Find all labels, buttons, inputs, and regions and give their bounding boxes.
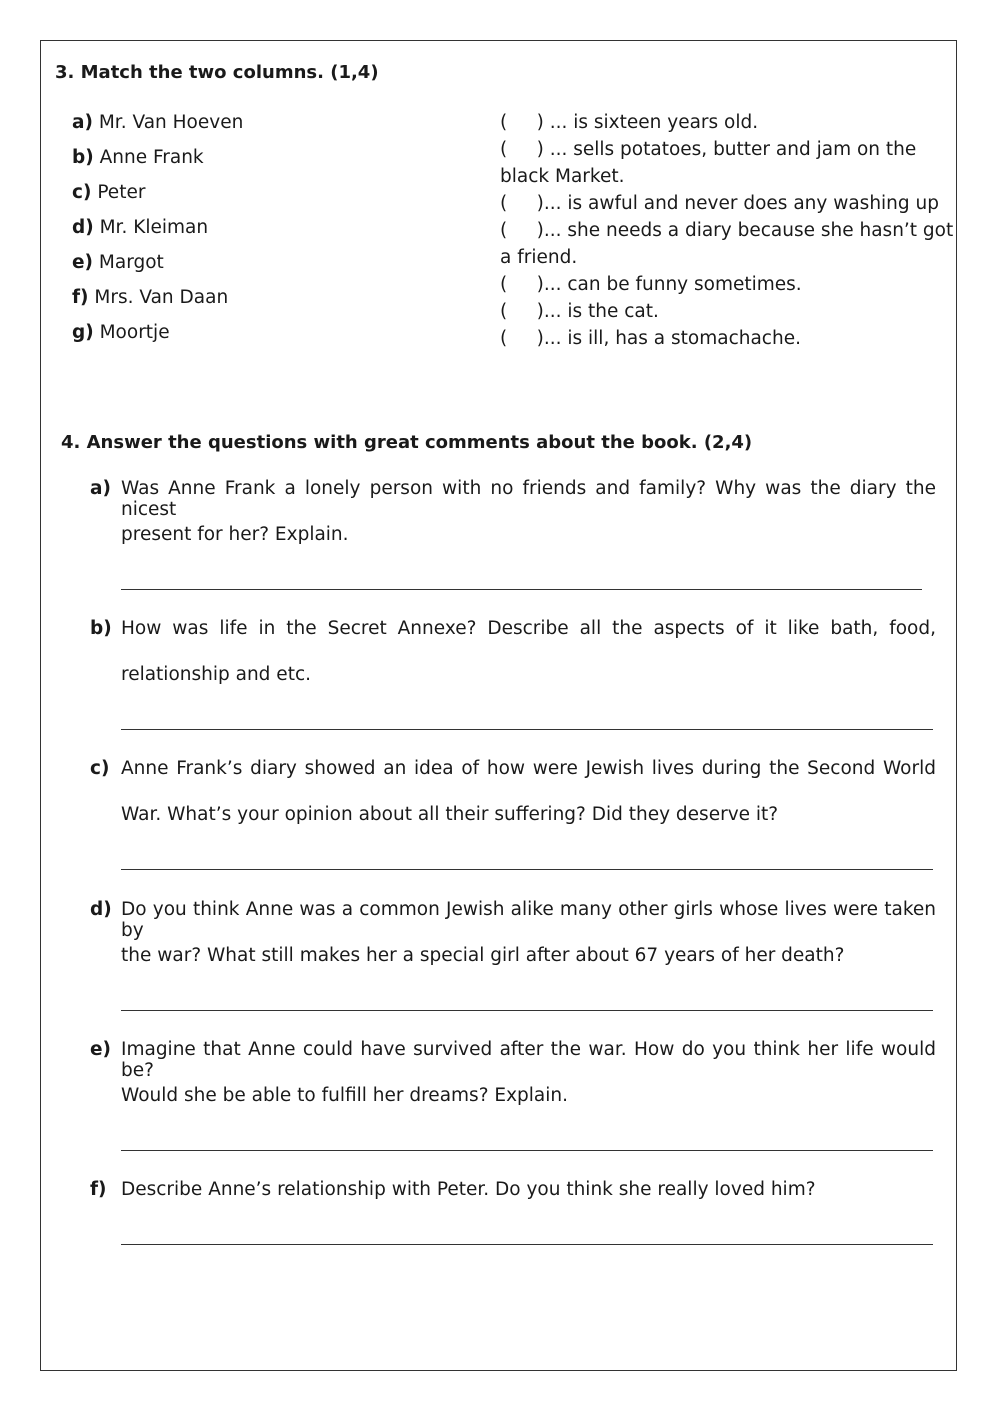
answer-line[interactable]: [121, 869, 933, 870]
question-text: relationship and etc.: [121, 664, 311, 685]
question-text: Describe Anne’s relationship with Peter. Do you think she really loved him?: [121, 1179, 816, 1200]
match-left-item: g) Moortje: [72, 322, 170, 343]
match-left-item: d) Mr. Kleiman: [72, 217, 209, 238]
question-text: Anne Frank’s diary showed an idea of how were Jewish lives during the Second World: [121, 758, 936, 779]
match-right-line: ( )... can be funny sometimes.: [500, 274, 802, 295]
question-letter: d): [90, 899, 112, 920]
question-letter: b): [90, 618, 112, 639]
question-text: Would she be able to fulfill her dreams? Explain.: [121, 1085, 568, 1106]
question-text: present for her? Explain.: [121, 524, 349, 545]
match-right-line: ( )... is ill, has a stomachache.: [500, 328, 801, 349]
question-letter: e): [90, 1039, 112, 1060]
match-right-line: ( ) ... is sixteen years old.: [500, 112, 759, 133]
section-3-title: 3. Match the two columns. (1,4): [55, 62, 379, 83]
question-letter: a): [90, 478, 111, 499]
answer-line[interactable]: [121, 729, 933, 730]
question-text: War. What’s your opinion about all their suffering? Did they deserve it?: [121, 804, 779, 825]
match-right-line: black Market.: [500, 166, 625, 187]
question-text: Was Anne Frank a lonely person with no friends and family? Why was the diary the nicest: [121, 478, 936, 520]
match-right-line: ( )... is awful and never does any washing up: [500, 193, 939, 214]
question-letter: c): [90, 758, 110, 779]
match-left-item: e) Margot: [72, 252, 164, 273]
answer-line[interactable]: [121, 1244, 933, 1245]
answer-line[interactable]: [121, 1150, 933, 1151]
match-right-line: ( )... she needs a diary because she hasn’t got: [500, 220, 954, 241]
question-text: Imagine that Anne could have survived after the war. How do you think her life would be?: [121, 1039, 936, 1081]
match-left-item: f) Mrs. Van Daan: [72, 287, 229, 308]
question-text: Do you think Anne was a common Jewish alike many other girls whose lives were taken by: [121, 899, 936, 941]
question-text: How was life in the Secret Annexe? Describe all the aspects of it like bath, food,: [121, 618, 936, 639]
match-left-item: a) Mr. Van Hoeven: [72, 112, 244, 133]
answer-line[interactable]: [121, 1010, 933, 1011]
match-right-line: ( ) ... sells potatoes, butter and jam on the: [500, 139, 917, 160]
section-4-title: 4. Answer the questions with great comments about the book. (2,4): [61, 432, 753, 453]
question-text: the war? What still makes her a special girl after about 67 years of her death?: [121, 945, 845, 966]
match-right-line: a friend.: [500, 247, 578, 268]
match-right-line: ( )... is the cat.: [500, 301, 659, 322]
answer-line[interactable]: [121, 589, 922, 590]
match-left-item: c) Peter: [72, 182, 146, 203]
match-left-item: b) Anne Frank: [72, 147, 204, 168]
question-letter: f): [90, 1179, 107, 1200]
